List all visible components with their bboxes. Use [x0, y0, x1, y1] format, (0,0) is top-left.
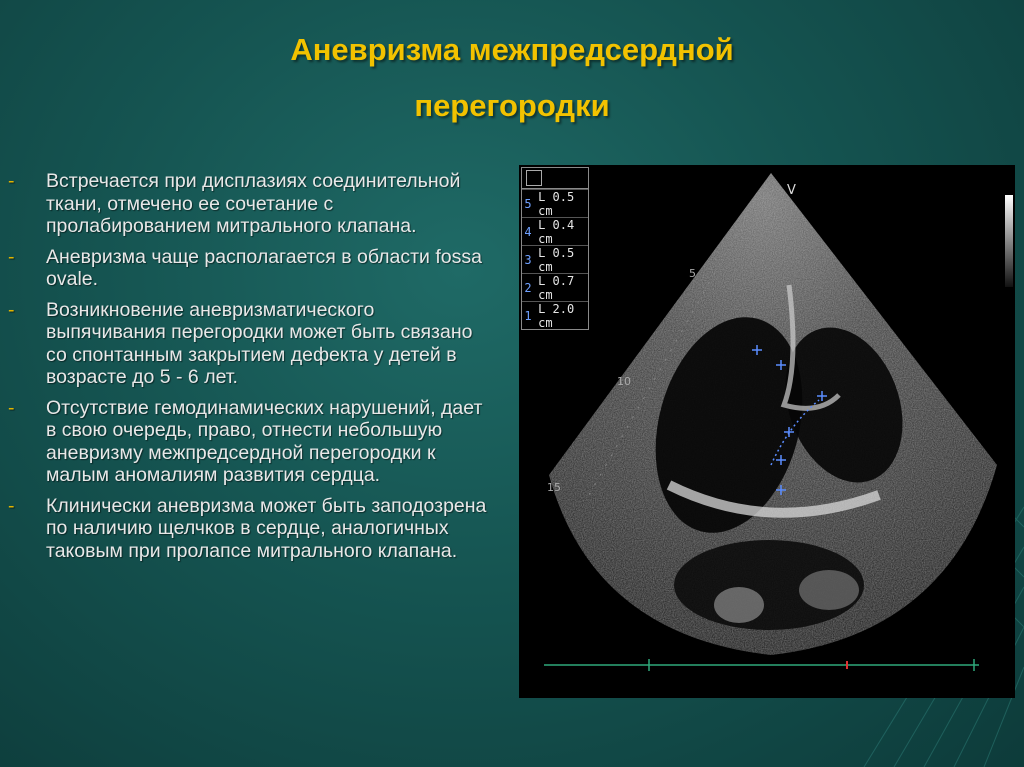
slide-title: [0, 22, 1024, 134]
echocardiogram-image: [519, 165, 1015, 698]
measurement-value: L 0.5 cm: [538, 189, 575, 218]
grayscale-bar: [1005, 195, 1013, 287]
measurement-row: [522, 273, 588, 301]
measurement-index: 3: [524, 252, 532, 267]
measurement-value: L 0.7 cm: [538, 273, 575, 302]
calibration-square-icon: [526, 170, 542, 186]
measurement-row: [522, 217, 588, 245]
ultrasound-sector: [519, 165, 1015, 698]
bullet-text: Аневризма чаще располагается в области fossa ovale.: [46, 245, 482, 290]
depth-mark: 10: [617, 375, 631, 388]
list-item: [8, 246, 498, 291]
bullet-text: Встречается при дисплазиях соединительной ткани, отмечено ее сочетание с пролабированием митрального клапана.: [46, 170, 461, 237]
bullet-dash: -: [8, 298, 15, 321]
slide-title-line2: перегородки: [414, 88, 610, 123]
measurement-index: 1: [524, 308, 532, 323]
measurement-value: L 0.5 cm: [538, 245, 575, 274]
measurement-value: L 0.4 cm: [538, 217, 575, 246]
measurement-row: [522, 189, 588, 217]
bullet-text: Клинически аневризма может быть заподозрена по наличию щелчков в сердце, аналогичных таковым при пролапсе митрального клапана.: [46, 494, 487, 562]
measurement-index: 2: [524, 280, 532, 295]
bullet-text: Отсутствие гемодинамических нарушений, дает в свою очередь, право, отнести небольшую аневризму межпредсердной перегородки к малым аномалиям развития сердца.: [46, 396, 483, 486]
measurement-row: [522, 301, 588, 329]
bullet-dash: -: [8, 396, 15, 419]
list-item: [8, 299, 498, 389]
list-item: [8, 397, 498, 487]
measurement-value: L 2.0 cm: [538, 301, 575, 330]
measurement-index: 4: [524, 224, 532, 239]
measurement-row: [522, 245, 588, 273]
bullet-dash: -: [8, 494, 15, 517]
measurement-index: 5: [524, 196, 532, 211]
legend-header: [522, 168, 588, 189]
measurement-legend: [521, 167, 589, 330]
bullet-dash: -: [8, 170, 15, 192]
ecg-trace: [544, 659, 979, 671]
bullet-text: Возникновение аневризматического выпячивания перегородки может быть связано со спонтанным закрытием дефекта у детей в возрасте до 5 - 6 лет.: [46, 298, 473, 388]
bullet-list: [8, 170, 498, 570]
depth-mark: 5: [689, 267, 696, 280]
depth-mark: 15: [547, 481, 561, 494]
slide-title-line1: Аневризма межпредсердной: [290, 32, 734, 67]
list-item: [8, 170, 498, 238]
apex-marker: V: [787, 183, 796, 198]
list-item: [8, 495, 498, 563]
bullet-dash: -: [8, 245, 15, 268]
